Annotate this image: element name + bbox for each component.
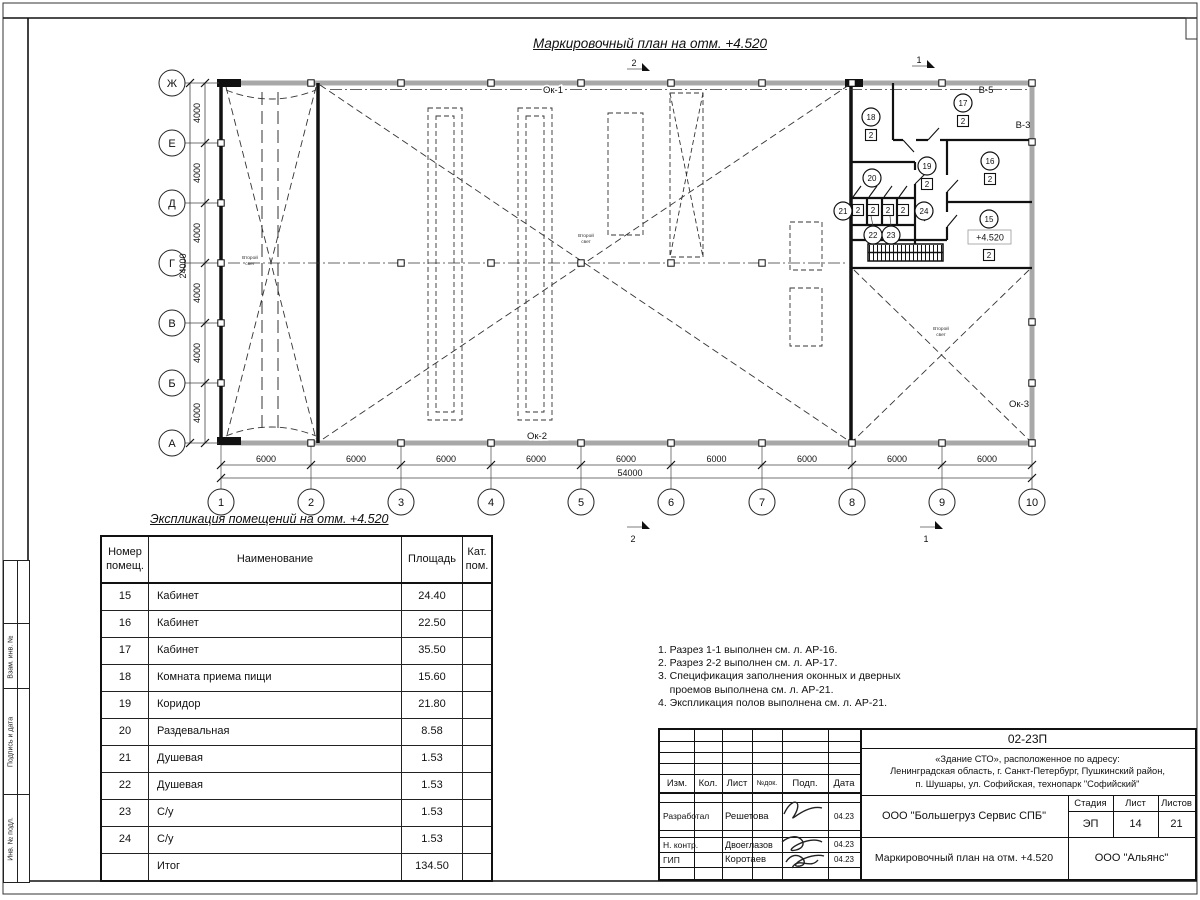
note-line: 4. Экспликация полов выполнена см. л. АР-21. — [658, 696, 887, 709]
row-axis-label: А — [168, 438, 176, 450]
column-marker — [308, 440, 314, 446]
explication-cell: 1.53 — [402, 800, 463, 827]
explication-cell: 22 — [101, 773, 149, 800]
explication-row — [101, 854, 492, 882]
explication-cell: 21.80 — [402, 692, 463, 719]
col-axis-label: 5 — [577, 497, 585, 509]
room-number: 15 — [984, 215, 994, 224]
plan-title: Маркировочный план на отм. +4.520 — [532, 36, 767, 51]
explication-cell — [463, 583, 493, 611]
col-axis-label: 3 — [397, 497, 405, 509]
tb-name-developer: Решетова — [725, 810, 769, 822]
explication-cell: Комната приема пищи — [149, 665, 402, 692]
column-marker — [398, 440, 404, 446]
col-axis-label: 4 — [487, 497, 495, 509]
generated-plan-elements — [159, 70, 1045, 515]
row-dim-label: 4000 — [192, 102, 202, 124]
col-axis-label: 8 — [848, 497, 856, 509]
svg-text:2: 2 — [631, 58, 637, 68]
col-axis-label: 6 — [667, 497, 675, 509]
tb-col-kol: Кол. — [698, 777, 718, 789]
explication-title: Экспликация помещений на отм. +4.520 — [150, 512, 389, 526]
row-dim-label: 4000 — [192, 222, 202, 244]
explication-row — [101, 665, 492, 692]
explication-cell: 134.50 — [402, 854, 463, 882]
room-category: 2 — [960, 117, 966, 126]
room-number: 20 — [867, 174, 877, 183]
explication-cell — [463, 719, 493, 746]
explication-cell — [463, 827, 493, 854]
tb-doc-number: 02-23П — [1007, 732, 1048, 746]
column-marker — [759, 80, 765, 86]
explication-cell: 15.60 — [402, 665, 463, 692]
tb-sheets-value: 21 — [1170, 818, 1183, 830]
col-total-dim: 54000 — [617, 468, 643, 478]
tb-sheets-label: Листов — [1161, 797, 1192, 809]
tb-date-developer: 04.23 — [833, 811, 855, 821]
elevation-mark: +4.520 — [976, 232, 1004, 243]
second-light-label: Второй — [242, 256, 258, 261]
margin-field-label: Взам. инв. № — [7, 634, 15, 679]
explication-cell: 17 — [101, 638, 149, 665]
row-axis-label: Г — [169, 258, 175, 270]
second-light-label: Второй — [933, 327, 949, 332]
tb-col-data: Дата — [833, 777, 855, 789]
section-cut-1-bottom — [920, 521, 943, 544]
explication-cell: 18 — [101, 665, 149, 692]
signatures — [778, 794, 830, 876]
explication-row — [101, 746, 492, 773]
col-axis-label: 2 — [307, 497, 315, 509]
tb-address-line: «Здание СТО», расположенное по адресу: — [935, 753, 1120, 764]
second-light-graphics — [226, 85, 1029, 441]
section-cut-2-top — [627, 58, 650, 71]
margin-field-empty — [3, 560, 30, 625]
room-category: 2 — [855, 206, 861, 215]
explication-row — [101, 692, 492, 719]
tb-col-izm: Изм. — [666, 777, 688, 789]
column-marker — [668, 260, 674, 266]
explication-cell — [463, 854, 493, 882]
room-category: 2 — [987, 175, 993, 184]
column-marker — [1029, 80, 1035, 86]
explication-row — [101, 638, 492, 665]
col-header-name: Наименование — [149, 536, 402, 583]
window-marks — [527, 85, 1030, 442]
column-marker — [488, 260, 494, 266]
explication-cell: 24 — [101, 827, 149, 854]
room-number: 21 — [838, 207, 848, 216]
explication-cell — [463, 800, 493, 827]
row-dim-label: 4000 — [192, 342, 202, 364]
explication-cell: 23 — [101, 800, 149, 827]
explication-cell — [101, 854, 149, 882]
room-number: 18 — [866, 113, 876, 122]
tb-date-gip: 04.23 — [833, 855, 855, 864]
column-marker — [218, 200, 224, 206]
col-axis-label: 9 — [938, 497, 946, 509]
room-number: 19 — [922, 162, 932, 171]
explication-row — [101, 773, 492, 800]
explication-cell: Душевая — [149, 773, 402, 800]
note-line: 2. Разрез 2-2 выполнен см. л. АР-17. — [658, 657, 838, 670]
margin-field-podpis — [3, 688, 30, 796]
margin-field-label: Инв. № подл. — [7, 816, 15, 861]
column-marker — [218, 380, 224, 386]
svg-text:1: 1 — [923, 534, 929, 544]
window-mark-ok2: Ок-2 — [527, 431, 547, 442]
explication-cell: 21 — [101, 746, 149, 773]
note-line: 1. Разрез 1-1 выполнен см. л. АР-16. — [658, 644, 838, 656]
explication-header-row — [101, 536, 492, 583]
col-dim-label: 6000 — [255, 454, 277, 464]
column-marker — [849, 440, 855, 446]
tb-address — [862, 748, 1193, 795]
svg-text:1: 1 — [916, 55, 922, 65]
explication-cell: Душевая — [149, 746, 402, 773]
room-number: 17 — [958, 99, 968, 108]
explication-cell — [463, 773, 493, 800]
margin-field-label: Подпись и дата — [7, 716, 15, 768]
corner-stamp-box — [1186, 18, 1197, 39]
explication-cell: 16 — [101, 611, 149, 638]
explication-cell: Кабинет — [149, 611, 402, 638]
explication-cell: 22.50 — [402, 611, 463, 638]
explication-cell: Раздевальная — [149, 719, 402, 746]
column-marker — [218, 140, 224, 146]
tb-name-ncontrol: Двоеглазов — [725, 839, 773, 850]
axis-lines — [228, 90, 1028, 264]
column-marker — [398, 260, 404, 266]
perimeter-walls — [217, 79, 1032, 445]
explication-cell: 19 — [101, 692, 149, 719]
block-mark-b3: В-3 — [1015, 120, 1031, 131]
room-category: 2 — [986, 251, 992, 260]
explication-cell: Кабинет — [149, 583, 402, 611]
column-marker — [939, 80, 945, 86]
block-mark-b5: В-5 — [978, 85, 994, 96]
tb-sheet-label: Лист — [1125, 797, 1146, 809]
notes-list — [658, 644, 901, 710]
section-cut-2-bottom — [627, 521, 650, 544]
tb-col-list: Лист — [726, 777, 748, 789]
tb-col-podp: Подп. — [792, 777, 818, 789]
column-marker — [398, 80, 404, 86]
explication-cell — [463, 611, 493, 638]
room-number: 16 — [985, 157, 995, 166]
room-category: 2 — [870, 206, 876, 215]
column-marker — [668, 440, 674, 446]
column-marker — [578, 260, 584, 266]
column-marker — [488, 80, 494, 86]
row-total-dim: 24000 — [178, 253, 188, 279]
column-marker — [218, 260, 224, 266]
explication-cell: 1.53 — [402, 746, 463, 773]
tb-role-ncontrol: Н. контр. — [663, 839, 699, 850]
second-light-label: свет — [581, 240, 591, 245]
col-dim-label: 6000 — [976, 454, 998, 464]
tb-drawing-name: Маркировочный план на отм. +4.520 — [874, 852, 1054, 864]
explication-cell: 35.50 — [402, 638, 463, 665]
column-marker — [939, 440, 945, 446]
explication-row — [101, 611, 492, 638]
explication-cell: 24.40 — [402, 583, 463, 611]
explication-row — [101, 719, 492, 746]
explication-cell: Коридор — [149, 692, 402, 719]
row-dim-label: 4000 — [192, 162, 202, 184]
col-header-category: Кат. пом. — [463, 536, 493, 583]
column-marker — [578, 440, 584, 446]
col-dim-label: 6000 — [796, 454, 818, 464]
note-line: 3. Спецификация заполнения оконных и дверных — [658, 670, 901, 683]
corner-bracket — [217, 437, 241, 445]
tb-address-line: п. Шушары, ул. Софийская, технопарк "Софийский" — [915, 778, 1140, 789]
col-header-room-number: Номер помещ. — [101, 536, 149, 583]
explication-cell: 1.53 — [402, 827, 463, 854]
explication-cell: 8.58 — [402, 719, 463, 746]
explication-cell: 15 — [101, 583, 149, 611]
column-marker — [1029, 380, 1035, 386]
row-axis-label: В — [168, 318, 176, 330]
signature-ncontrol — [782, 837, 822, 851]
explication-table — [100, 535, 493, 882]
column-marker — [218, 320, 224, 326]
explication-cell — [463, 665, 493, 692]
column-marker — [308, 80, 314, 86]
explication-cell: 20 — [101, 719, 149, 746]
tb-role-gip: ГИП — [663, 854, 680, 865]
tb-sheet-value: 14 — [1129, 818, 1142, 830]
margin-field-vzam — [3, 623, 30, 690]
tb-company: ООО "Большегруз Сервис СПБ" — [881, 810, 1047, 822]
room-number: 22 — [868, 231, 878, 240]
second-light-label: свет — [245, 262, 255, 267]
explication-row — [101, 827, 492, 854]
col-axis-label: 7 — [758, 497, 766, 509]
tb-date-ncontrol: 04.23 — [833, 840, 855, 849]
room-category: 2 — [868, 131, 874, 140]
corner-bracket — [217, 79, 241, 87]
column-marker — [849, 80, 855, 86]
column-marker — [759, 440, 765, 446]
column-marker — [1029, 319, 1035, 325]
col-dim-label: 6000 — [886, 454, 908, 464]
row-dim-label: 4000 — [192, 402, 202, 424]
explication-cell — [463, 692, 493, 719]
column-marker — [488, 440, 494, 446]
explication-row — [101, 583, 492, 611]
second-light-label: Второй — [578, 234, 594, 239]
explication-cell: 1.53 — [402, 773, 463, 800]
explication-cell: Итог — [149, 854, 402, 882]
signature-gip — [786, 855, 824, 868]
tb-org: ООО "Альянс" — [1094, 852, 1169, 864]
explication-cell: С/у — [149, 800, 402, 827]
room-category: 2 — [885, 206, 891, 215]
row-axis-label: Ж — [166, 78, 178, 90]
column-marker — [578, 80, 584, 86]
col-axis-label: 1 — [217, 497, 225, 509]
col-axis-label: 10 — [1025, 497, 1039, 509]
note-line: проемов выполнена см. л. АР-21. — [658, 683, 834, 696]
room-category: 2 — [900, 206, 906, 215]
tb-name-gip: Коротаев — [725, 854, 767, 865]
title-block — [658, 728, 1197, 881]
explication-cell: С/у — [149, 827, 402, 854]
row-axis-label: Д — [168, 198, 176, 210]
row-axis-label: Е — [168, 138, 176, 150]
row-axis-label: Б — [168, 378, 176, 390]
signature-developer — [784, 802, 822, 818]
explication-cell: Кабинет — [149, 638, 402, 665]
col-dim-label: 6000 — [435, 454, 457, 464]
col-dim-label: 6000 — [525, 454, 547, 464]
tb-stage-value: ЭП — [1082, 818, 1099, 830]
margin-field-inv — [3, 794, 30, 883]
column-marker — [1029, 440, 1035, 446]
col-dim-label: 6000 — [706, 454, 727, 464]
tb-address-line: Ленинградская область, г. Санкт-Петербург, Пушкинский район, — [890, 766, 1165, 777]
tb-stage-label: Стадия — [1074, 797, 1107, 809]
room-category: 2 — [924, 180, 930, 189]
col-dim-label: 6000 — [615, 454, 637, 464]
explication-cell — [463, 638, 493, 665]
col-header-area: Площадь — [402, 536, 463, 583]
explication-row — [101, 800, 492, 827]
window-mark-ok1: Ок-1 — [543, 85, 563, 96]
window-mark-ok3: Ок-3 — [1009, 399, 1029, 410]
second-light-label: свет — [936, 333, 946, 338]
svg-text:2: 2 — [630, 534, 636, 544]
col-dim-label: 6000 — [345, 454, 367, 464]
column-marker — [668, 80, 674, 86]
room-number: 24 — [919, 207, 929, 216]
explication-cell — [463, 746, 493, 773]
column-marker — [1029, 139, 1035, 145]
room-number: 23 — [886, 231, 896, 240]
tb-role-developer: Разработал — [663, 811, 710, 821]
tb-col-ndok: №док. — [756, 779, 778, 787]
row-dim-label: 4000 — [192, 282, 202, 304]
section-cut-1-top — [912, 55, 935, 68]
column-marker — [759, 260, 765, 266]
